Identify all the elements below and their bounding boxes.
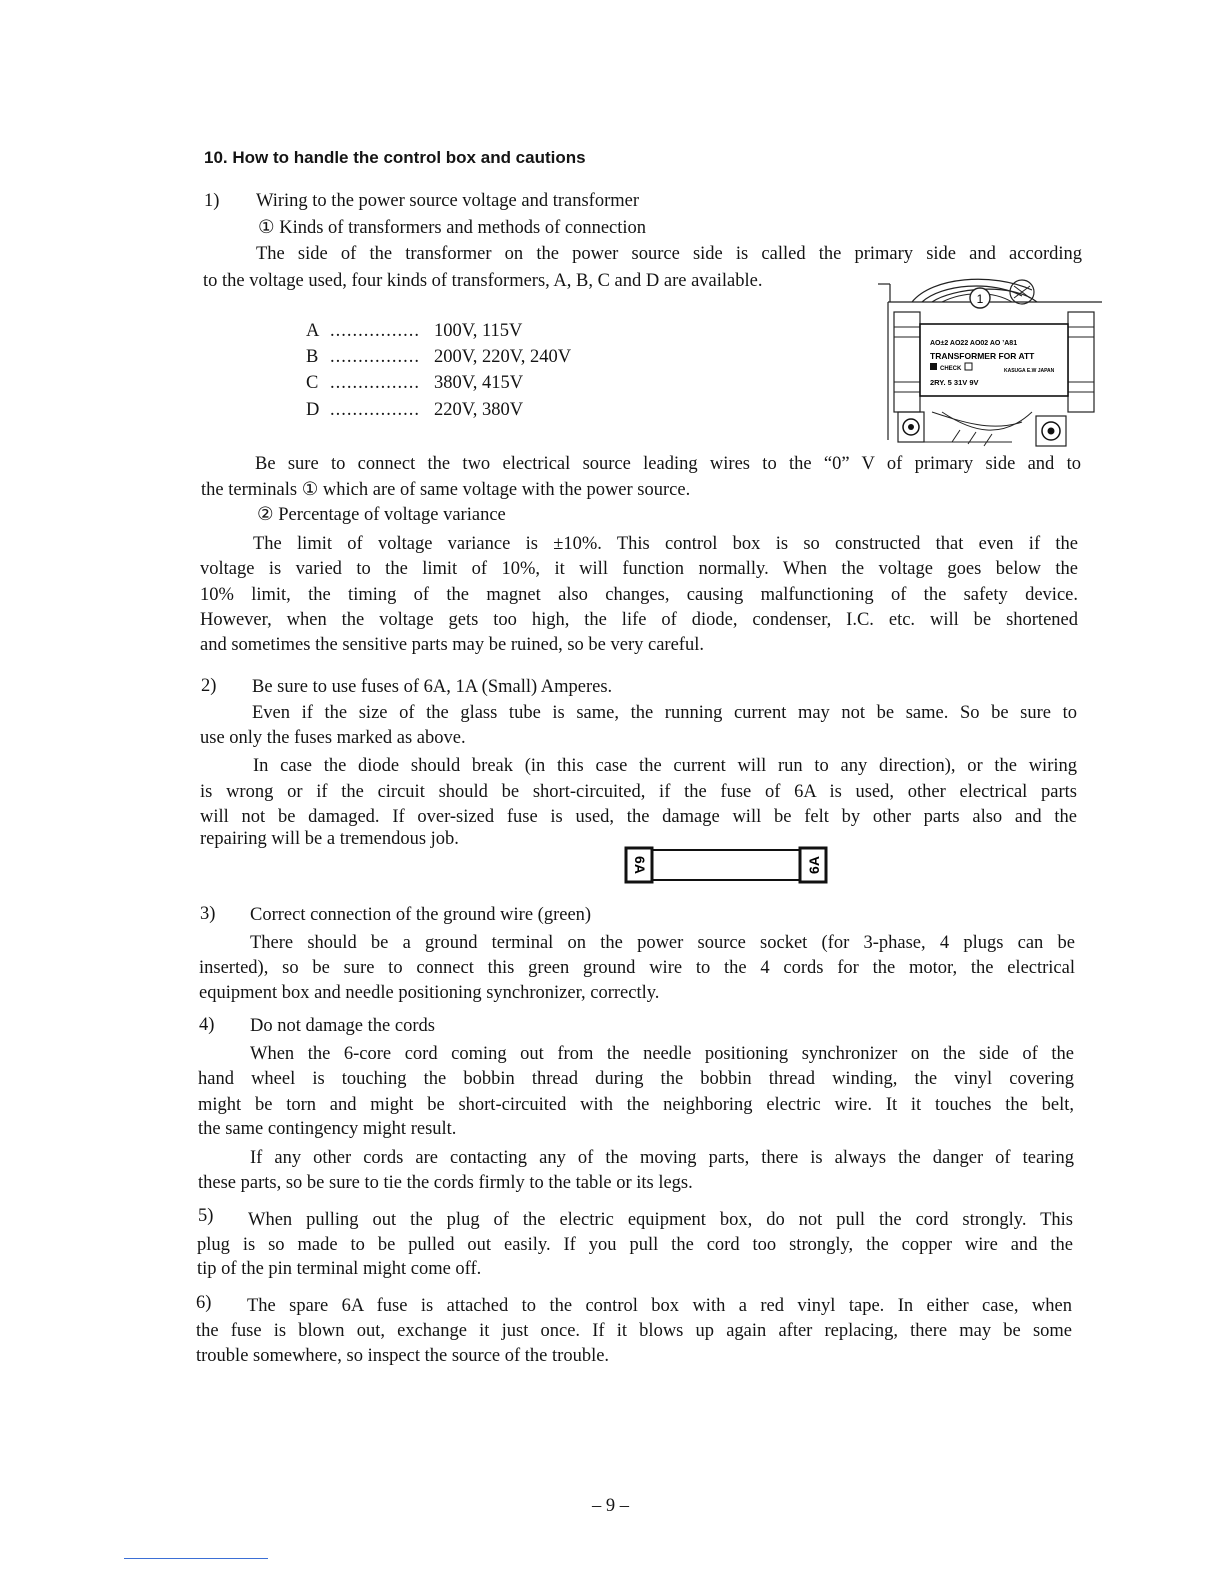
section-heading: 10. How to handle the control box and cautions [204,148,586,167]
svg-text:TRANSFORMER FOR ATT: TRANSFORMER FOR ATT [930,351,1035,361]
paragraph-line: use only the fuses marked as above. [200,728,466,748]
paragraph-line: When pulling out the plug of the electric equipment box, do not pull the cord strongly. This [248,1210,1073,1230]
svg-text:KASUGA E.W JAPAN: KASUGA E.W JAPAN [1004,368,1055,374]
paragraph-line: the same contingency might result. [198,1119,457,1139]
paragraph-line: trouble somewhere, so inspect the source of the trouble. [196,1346,610,1366]
item-title: Correct connection of the ground wire (green) [250,905,592,925]
paragraph-line: might be torn and might be short-circuited with the neighboring electric wire. It it touches the belt, [198,1095,1074,1115]
paragraph-line: When the 6-core cord coming out from the needle positioning synchronizer on the side of the [250,1044,1074,1064]
svg-text:AO±2 AO22 AO02 AO ’A81: AO±2 AO22 AO02 AO ’A81 [930,340,1018,347]
svg-text:1: 1 [976,292,984,306]
voltage-row: A ................ 100V, 115V [306,321,523,341]
item-number: 2) [201,676,217,696]
paragraph-line: these parts, so be sure to tie the cords firmly to the table or its legs. [198,1173,693,1193]
item-title: Wiring to the power source voltage and transformer [256,191,639,211]
item-number: 6) [196,1293,212,1313]
paragraph-line: tip of the pin terminal might come off. [197,1259,482,1279]
paragraph-line: However, when the voltage gets too high, the life of diode, condenser, I.C. etc. will be shortened [200,610,1078,630]
item-number: 5) [198,1206,214,1226]
paragraph-line: The side of the transformer on the power source side is called the primary side and according [256,244,1082,264]
subheading: ① Kinds of transformers and methods of connection [258,218,647,238]
paragraph-line: is wrong or if the circuit should be short-circuited, if the fuse of 6A is used, other electrical parts [200,782,1077,802]
paragraph-line: will not be damaged. If over-sized fuse is used, the damage will be felt by other parts also and the [200,807,1077,827]
paragraph-line: hand wheel is touching the bobbin thread during the bobbin thread winding, the vinyl covering [198,1069,1074,1089]
paragraph-line: The spare 6A fuse is attached to the control box with a red vinyl tape. In either case, when [247,1296,1072,1316]
paragraph-line: Be sure to connect the two electrical source leading wires to the “0” V of primary side and to [255,454,1081,474]
item-number: 3) [200,904,216,924]
item-title: Do not damage the cords [250,1016,435,1036]
paragraph-line: Even if the size of the glass tube is same, the running current may not be same. So be sure to [252,703,1077,723]
svg-text:2RY. 5 31V 9V: 2RY. 5 31V 9V [930,378,979,387]
paragraph-line: the terminals ① which are of same voltage with the power source. [201,480,691,500]
page-number: – 9 – [592,1496,629,1516]
voltage-row: C ................ 380V, 415V [306,373,524,393]
item-number: 1) [204,191,220,211]
voltage-row: D ................ 220V, 380V [306,400,524,420]
paragraph-line: to the voltage used, four kinds of transformers, A, B, C and D are available. [203,271,763,291]
paragraph-line: The limit of voltage variance is ±10%. This control box is so constructed that even if the [253,534,1078,554]
paragraph-line: 10% limit, the timing of the magnet also changes, causing malfunctioning of the safety device. [200,585,1078,605]
paragraph-line: equipment box and needle positioning synchronizer, correctly. [199,983,660,1003]
item-title: Be sure to use fuses of 6A, 1A (Small) Amperes. [252,677,613,697]
fuse-illustration [622,844,832,886]
paragraph-line: inserted), so be sure to connect this green ground wire to the 4 cords for the motor, the electrical [199,958,1075,978]
paragraph-line: voltage is varied to the limit of 10%, it will function normally. When the voltage goes below the [200,559,1078,579]
paragraph-line: In case the diode should break (in this case the current will run to any direction), or the wiring [253,756,1077,776]
item-number: 4) [199,1015,215,1035]
paragraph-line: the fuse is blown out, exchange it just once. If it blows up again after replacing, there may be some [196,1321,1072,1341]
paragraph-line: plug is so made to be pulled out easily. If you pull the cord too strongly, the copper wire and the [197,1235,1073,1255]
svg-text:6A: 6A [632,856,648,874]
paragraph-line: If any other cords are contacting any of the moving parts, there is always the danger of tearing [250,1148,1074,1168]
subheading: ② Percentage of voltage variance [257,505,506,525]
svg-text:CHECK: CHECK [940,366,962,372]
footer-rule [124,1558,268,1559]
paragraph-line: and sometimes the sensitive parts may be ruined, so be very careful. [200,635,704,655]
voltage-row: B ................ 200V, 220V, 240V [306,347,572,367]
transformer-illustration [872,272,1104,456]
paragraph-line: repairing will be a tremendous job. [200,829,459,849]
svg-text:6A: 6A [806,856,822,874]
paragraph-line: There should be a ground terminal on the power source socket (for 3-phase, 4 plugs can be [250,933,1075,953]
